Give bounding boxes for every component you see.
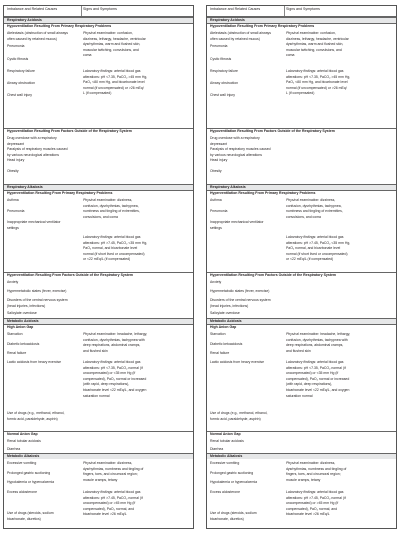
cause-cell: Cystic fibrosis [210, 57, 232, 61]
cause-cell: Cystic fibrosis [7, 57, 29, 61]
cause-cell: Chest wall injury [210, 93, 236, 97]
signs-cell: Physical examination: headache, lethargy, confusion, dysrhythmias, tachypnea with deep respirations, abdominal cramps, and flushed skin [286, 332, 351, 353]
cause-cell: Salicylate overdose [7, 311, 37, 315]
signs-cell: Laboratory findings: arterial blood gas alterations: pH <7.35, PaCO₂ normal (if uncompensated) or <35 mm Hg (if compensated), PaO₂ normal or increased (with rapid, deep respirations), bicarbonate level <22 mEq/L, and oxygen saturation normal [83, 360, 147, 398]
section-heading: Metabolic Acidosis [210, 319, 242, 323]
cause-cell: Starvation [210, 332, 226, 336]
cause-cell: Chest wall injury [7, 93, 33, 97]
signs-cell: Laboratory findings: arterial blood gas alterations: pH >7.45, PaCO₂ <35 mm Hg, PaO₂ normal, and bicarbonate level normal (if short lived or uncompensated) or <22 mEq/L (if compensated) [83, 235, 148, 262]
cause-cell: Respiratory failure [7, 69, 35, 73]
cause-cell: Asthma [210, 198, 222, 202]
cause-cell: Use of drugs (e.g., methanol, ethanol, formic acid, paraldehyde, aspirin) [210, 411, 268, 421]
subsection-heading: Hypoventilation Resulting From Factors Outside of the Respiratory System [210, 129, 335, 133]
section-heading: Metabolic Alkalosis [210, 454, 243, 458]
cause-cell: Pneumonia [7, 209, 25, 213]
cause-cell: Hypermetabolic states (fever, exercise) [7, 289, 67, 293]
signs-cell: Laboratory findings: arterial blood gas alterations: pH <7.35, PaCO₂ normal (if uncompensated) or <35 mm Hg (if compensated), PaO₂ normal or increased (with rapid, deep respirations), bicarbonate level <22 mEq/L, and oxygen saturation normal [286, 360, 350, 398]
cause-cell: Salicylate overdose [210, 311, 240, 315]
cause-cell: Starvation [7, 332, 23, 336]
cause-cell: Inappropriate mechanical ventilator settings [7, 220, 61, 230]
subsection-heading: Hyperventilation Resulting From Primary Respiratory Problems [7, 191, 113, 195]
section-heading: Metabolic Acidosis [7, 319, 39, 323]
section-heading: Respiratory Alkalosis [7, 185, 43, 189]
subsection-heading: Hyperventilation Resulting From Factors Outside of the Respiratory System [7, 273, 134, 277]
cause-cell: Diabetic ketoacidosis [210, 342, 243, 346]
cause-cell: Use of drugs (steroids, sodium bicarbonate, diuretics) [7, 511, 54, 521]
acid-base-table-left [3, 5, 194, 529]
cause-cell: Disorders of the central nervous system (head injuries, infections) [7, 298, 68, 308]
column-header-causes: Imbalance and Related Causes [7, 7, 58, 11]
column-header-signs: Signs and Symptoms [83, 7, 117, 11]
signs-cell: Physical examination: headache, lethargy, confusion, dysrhythmias, tachypnea with deep respirations, abdominal cramps, and flushed skin [83, 332, 148, 353]
signs-cell: Laboratory findings: arterial blood gas alterations: pH <7.35, PaCO₂ >45 mm Hg, PaO₂ <80 mm Hg, and bicarbonate level normal (if uncompensated) or >26 mEq/ L (if compensated) [286, 69, 351, 96]
signs-cell: Physical examination: dizziness, dysrhythmias, numbness and tingling of fingers, toes, and circumoral region; muscle cramps, tetany [286, 461, 347, 482]
cause-cell: Pneumonia [7, 44, 25, 48]
subsection-heading: Normal Anion Gap [7, 432, 38, 436]
cause-cell: Drug overdose with a respiratory depressant [210, 136, 260, 146]
cause-cell: Excessive vomiting [7, 461, 37, 465]
section-heading: Respiratory Alkalosis [210, 185, 246, 189]
cause-cell: Renal failure [210, 351, 230, 355]
cause-cell: Anxiety [210, 280, 222, 284]
subsection-heading: High Anion Gap [7, 325, 34, 329]
cause-cell: Pneumonia [210, 44, 228, 48]
cause-cell: Diarrhea [210, 447, 224, 451]
column-header-signs: Signs and Symptoms [286, 7, 320, 11]
cause-cell: Head injury [7, 158, 25, 162]
subsection-heading: Normal Anion Gap [210, 432, 241, 436]
acid-base-table-right [206, 5, 397, 529]
cause-cell: Excess aldosterone [210, 490, 240, 494]
cause-cell: Use of drugs (steroids, sodium bicarbonate, diuretics) [210, 511, 257, 521]
section-heading: Metabolic Alkalosis [7, 454, 40, 458]
cause-cell: Excessive vomiting [210, 461, 240, 465]
signs-cell: Physical examination: dizziness, confusion, dysrhythmias, tachypnea, numbness and tingling of extremities, convulsions, and coma [286, 198, 343, 219]
cause-cell: Renal tubular acidosis [7, 439, 41, 443]
cause-cell: Paralysis of respiratory muscles caused by various neurological alterations [210, 147, 271, 157]
signs-cell: Laboratory findings: arterial blood gas alterations: pH >7.45, PaCO₂ <35 mm Hg, PaO₂ normal, and bicarbonate level normal (if short lived or uncompensated) or <22 mEq/L (if compensated) [286, 235, 351, 262]
cause-cell: Hypermetabolic states (fever, exercise) [210, 289, 270, 293]
cause-cell: Excess aldosterone [7, 490, 37, 494]
cause-cell: Disorders of the central nervous system (head injuries, infections) [210, 298, 271, 308]
cause-cell: Obesity [7, 169, 19, 173]
cause-cell: Prolonged gastric suctioning [210, 471, 254, 475]
cause-cell: Head injury [210, 158, 228, 162]
subsection-heading: Hyperventilation Resulting From Factors Outside of the Respiratory System [210, 273, 337, 277]
subsection-heading: Hypoventilation Resulting From Primary Respiratory Problems [210, 24, 315, 28]
cause-cell: Lactic acidosis from heavy exercise [7, 360, 62, 364]
cause-cell: Diarrhea [7, 447, 21, 451]
cause-cell: Pneumonia [210, 209, 228, 213]
cause-cell: Atelectasis (obstruction of small airways often caused by retained mucus) [7, 31, 68, 41]
cause-cell: Renal tubular acidosis [210, 439, 244, 443]
cause-cell: Use of drugs (e.g., methanol, ethanol, formic acid, paraldehyde, aspirin) [7, 411, 65, 421]
cause-cell: Paralysis of respiratory muscles caused by various neurological alterations [7, 147, 68, 157]
signs-cell: Physical examination: confusion, dizziness, lethargy, headache, ventricular dysrhythmias, warm and flushed skin, muscular twitching, convulsions, and coma [83, 31, 146, 58]
subsection-heading: Hypoventilation Resulting From Primary Respiratory Problems [7, 24, 112, 28]
signs-cell: Laboratory findings: arterial blood gas alterations: pH >7.45, PaCO₂ normal (if uncompensated) or >45 mm Hg (if compensated), PaO₂ normal, and bicarbonate level >26 mEq/L [286, 490, 346, 517]
signs-cell: Physical examination: dizziness, dysrhythmias, numbness and tingling of fingers, toes, and circumoral region; muscle cramps, tetany [83, 461, 144, 482]
column-header-causes: Imbalance and Related Causes [210, 7, 261, 11]
subsection-heading: Hyperventilation Resulting From Primary Respiratory Problems [210, 191, 316, 195]
cause-cell: Diabetic ketoacidosis [7, 342, 40, 346]
cause-cell: Hypokalemia or hypercalcemia [210, 480, 257, 484]
cause-cell: Respiratory failure [210, 69, 238, 73]
cause-cell: Lactic acidosis from heavy exercise [210, 360, 265, 364]
section-heading: Respiratory Acidosis [7, 18, 42, 22]
signs-cell: Laboratory findings: arterial blood gas alterations: pH <7.35, PaCO₂ >45 mm Hg, PaO₂ <80 mm Hg, and bicarbonate level normal (if uncompensated) or >26 mEq/ L (if compensated) [83, 69, 148, 96]
cause-cell: Drug overdose with a respiratory depressant [7, 136, 57, 146]
cause-cell: Prolonged gastric suctioning [7, 471, 51, 475]
cause-cell: Hypokalemia or hypercalcemia [7, 480, 54, 484]
cause-cell: Airway obstruction [210, 81, 239, 85]
signs-cell: Physical examination: dizziness, confusion, dysrhythmias, tachypnea, numbness and tingling of extremities, convulsions, and coma [83, 198, 140, 219]
subsection-heading: Hypoventilation Resulting From Factors Outside of the Respiratory System [7, 129, 132, 133]
subsection-heading: High Anion Gap [210, 325, 237, 329]
cause-cell: Inappropriate mechanical ventilator settings [210, 220, 264, 230]
cause-cell: Anxiety [7, 280, 19, 284]
signs-cell: Physical examination: confusion, dizziness, lethargy, headache, ventricular dysrhythmias, warm and flushed skin, muscular twitching, convulsions, and coma [286, 31, 349, 58]
signs-cell: Laboratory findings: arterial blood gas alterations: pH >7.45, PaCO₂ normal (if uncompensated) or >45 mm Hg (if compensated), PaO₂ normal, and bicarbonate level >26 mEq/L [83, 490, 143, 517]
section-heading: Respiratory Acidosis [210, 18, 245, 22]
cause-cell: Asthma [7, 198, 19, 202]
cause-cell: Renal failure [7, 351, 27, 355]
cause-cell: Atelectasis (obstruction of small airways often caused by retained mucus) [210, 31, 271, 41]
cause-cell: Airway obstruction [7, 81, 36, 85]
cause-cell: Obesity [210, 169, 222, 173]
